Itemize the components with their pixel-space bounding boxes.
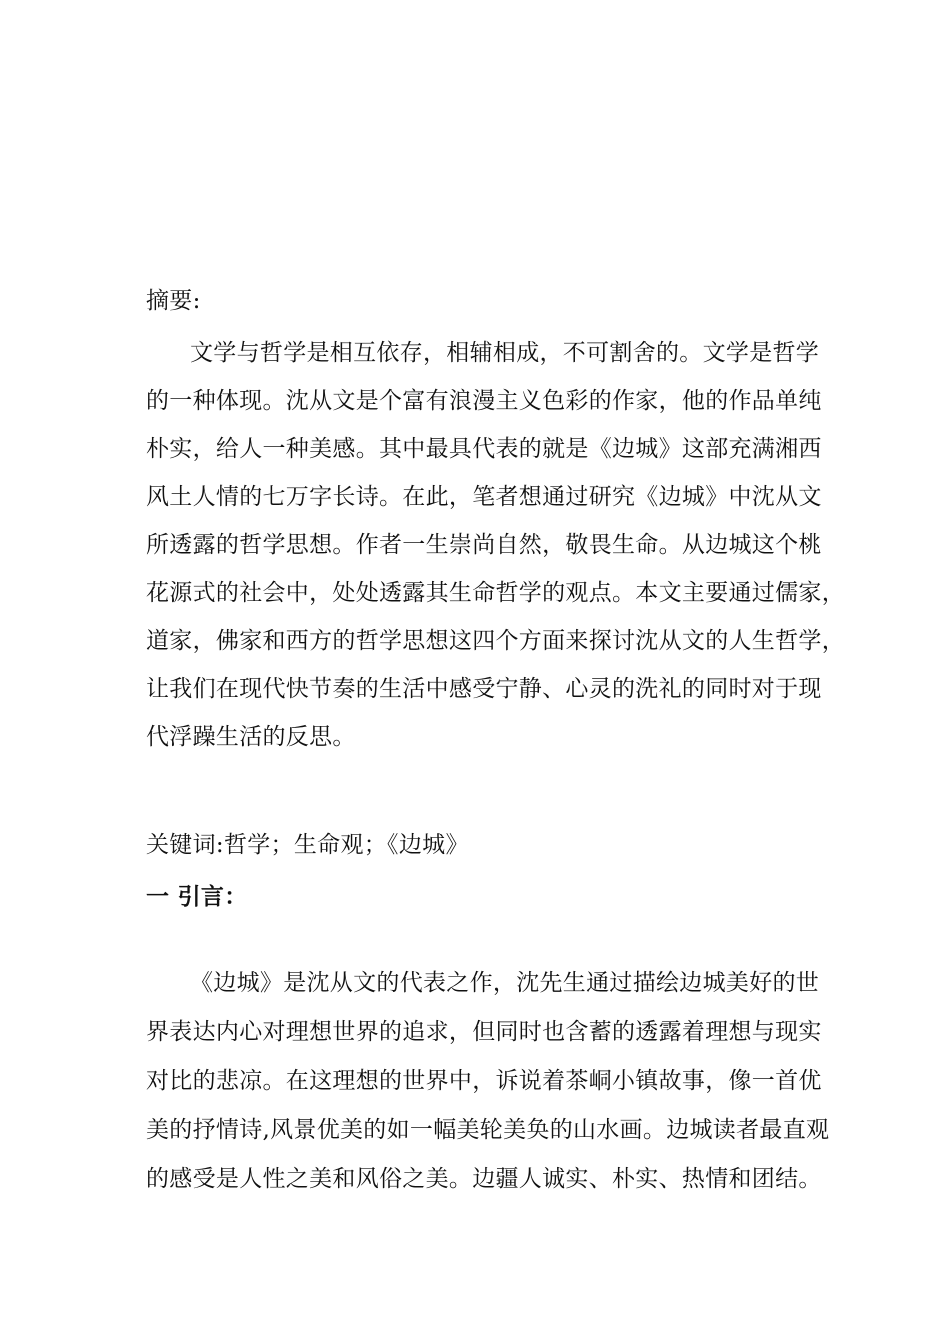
intro-line-1: 《边城》是沈从文的代表之作，沈先生通过描绘边城美好的世 — [190, 970, 820, 996]
abstract-line-1: 文学与哲学是相互依存，相辅相成，不可割舍的。文学是哲学 — [190, 340, 820, 366]
abstract-line-6: 花源式的社会中，处处透露其生命哲学的观点。本文主要通过儒家， — [146, 580, 845, 606]
abstract-line-7: 道家，佛家和西方的哲学思想这四个方面来探讨沈从文的人生哲学， — [146, 628, 845, 654]
intro-line-2: 界表达内心对理想世界的追求，但同时也含蓄的透露着理想与现实 — [146, 1019, 822, 1045]
intro-line-3: 对比的悲凉。在这理想的世界中，诉说着茶峒小镇故事，像一首优 — [146, 1068, 822, 1094]
abstract-line-3: 朴实，给人一种美感。其中最具代表的就是《边城》这部充满湘西 — [146, 436, 822, 462]
abstract-line-8: 让我们在现代快节奏的生活中感受宁静、心灵的洗礼的同时对于现 — [146, 676, 822, 702]
keywords-line: 关键词:哲学；生命观；《边城》 — [146, 832, 469, 858]
intro-line-4: 美的抒情诗,风景优美的如一幅美轮美奂的山水画。边城读者最直观 — [146, 1117, 830, 1143]
abstract-line-2: 的一种体现。沈从文是个富有浪漫主义色彩的作家，他的作品单纯 — [146, 388, 822, 414]
intro-line-5: 的感受是人性之美和风俗之美。边疆人诚实、朴实、热情和团结。 — [146, 1166, 822, 1192]
abstract-line-5: 所透露的哲学思想。作者一生崇尚自然，敬畏生命。从边城这个桃 — [146, 532, 822, 558]
section-heading: 一 引言： — [146, 883, 248, 910]
abstract-label: 摘要: — [146, 288, 201, 314]
abstract-line-9: 代浮躁生活的反思。 — [146, 724, 356, 750]
abstract-line-4: 风土人情的七万字长诗。在此，笔者想通过研究《边城》中沈从文 — [146, 484, 822, 510]
